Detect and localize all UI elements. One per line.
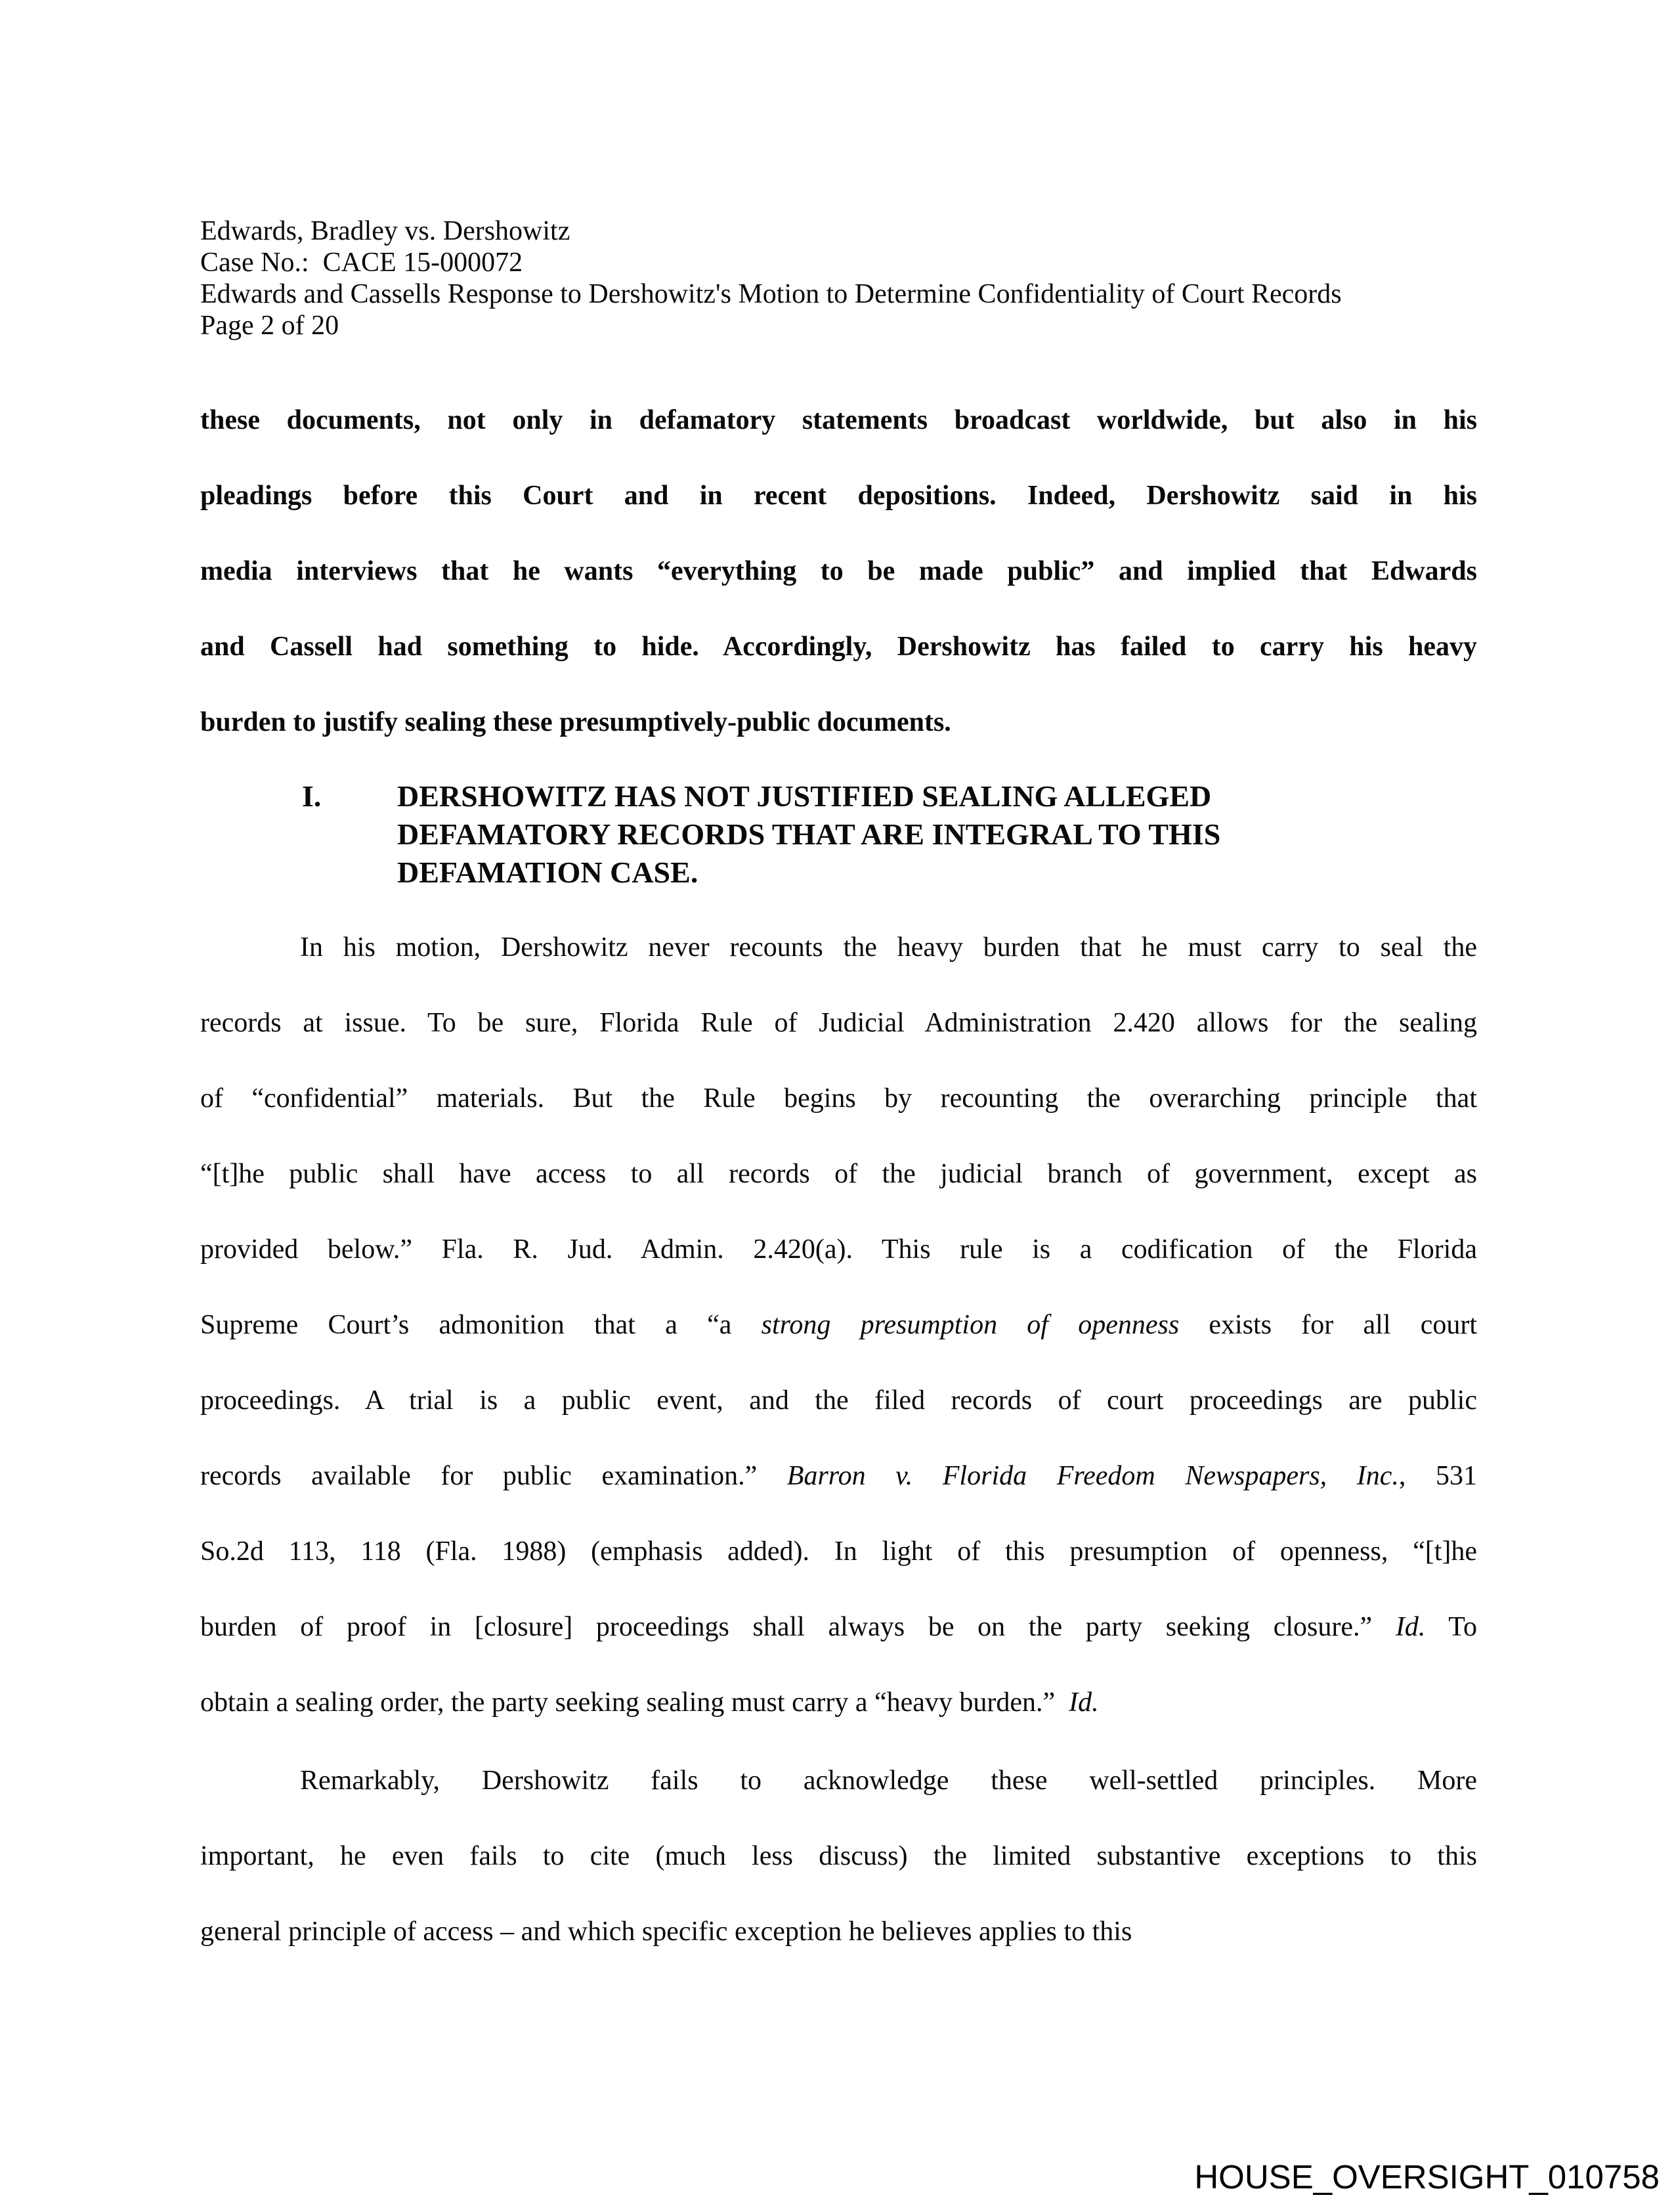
page-number-line: Page 2 of 20 xyxy=(200,311,339,341)
text-line: In his motion, Dershowitz never recounts the heavy burden that he must carry to seal the xyxy=(300,932,1477,963)
case-name-line: Edwards, Bradley vs. Dershowitz xyxy=(200,216,570,246)
italic-citation: Id. xyxy=(1069,1687,1099,1718)
text-line: and Cassell had something to hide. Accordingly, Dershowitz has failed to carry his heavy xyxy=(200,632,1477,662)
section-heading-text xyxy=(397,777,1418,892)
heading-line: DEFAMATORY RECORDS THAT ARE INTEGRAL TO THIS xyxy=(397,817,1221,851)
text-line: Supreme Court’s admonition that a “a strong presumption of openness exists for all court xyxy=(200,1310,1478,1340)
text-line: records at issue. To be sure, Florida Rule of Judicial Administration 2.420 allows for the sealing xyxy=(200,1008,1477,1038)
text-line: “[t]he public shall have access to all records of the judicial branch of government, except as xyxy=(200,1159,1477,1189)
paragraph-argument xyxy=(200,1762,1477,1989)
section-heading xyxy=(302,777,1418,892)
case-caption xyxy=(200,215,1612,341)
text-line: records available for public examination.” Barron v. Florida Freedom Newspapers, Inc., 531 xyxy=(200,1461,1477,1491)
italic-citation: Barron v. Florida Freedom Newspapers, Inc. xyxy=(786,1461,1399,1491)
text-line: Remarkably, Dershowitz fails to acknowledge these well-settled principles. More xyxy=(300,1766,1477,1796)
text-line: burden of proof in [closure] proceedings shall always be on the party seeking closure.” Id. To xyxy=(200,1612,1478,1642)
text-line: pleadings before this Court and in recent depositions. Indeed, Dershowitz said in his xyxy=(200,481,1477,511)
document-title-line: Edwards and Cassells Response to Dershowitz's Motion to Determine Confidentiality of Court Records xyxy=(200,279,1342,309)
text-line: of “confidential” materials. But the Rule begins by recounting the overarching principle that xyxy=(200,1083,1477,1114)
italic-citation: Id. xyxy=(1395,1612,1426,1642)
case-number-line: Case No.: CACE 15-000072 xyxy=(200,248,523,278)
text-line: burden to justify sealing these presumptively-public documents. xyxy=(200,707,951,737)
italic-citation: strong presumption of openness xyxy=(761,1310,1180,1340)
paragraph-argument xyxy=(200,929,1477,1760)
text-line: media interviews that he wants “everything to be made public” and implied that Edwards xyxy=(200,556,1477,586)
text-line: provided below.” Fla. R. Jud. Admin. 2.420(a). This rule is a codification of the Florida xyxy=(200,1234,1477,1265)
text-line: proceedings. A trial is a public event, and the filed records of court proceedings are public xyxy=(200,1385,1477,1416)
text-line: general principle of access – and which specific exception he believes applies to this xyxy=(200,1917,1132,1947)
text-line: obtain a sealing order, the party seeking sealing must carry a “heavy burden.” Id. xyxy=(200,1687,1099,1718)
text-line: important, he even fails to cite (much less discuss) the limited substantive exceptions to this xyxy=(200,1841,1477,1871)
heading-line: DEFAMATION CASE. xyxy=(397,856,698,889)
text-line: So.2d 113, 118 (Fla. 1988) (emphasis added). In light of this presumption of openness, “[t]he xyxy=(200,1536,1477,1567)
paragraph-continuation xyxy=(200,402,1477,779)
bates-number: HOUSE_OVERSIGHT_010758 xyxy=(1194,2158,1660,2196)
heading-line: DERSHOWITZ HAS NOT JUSTIFIED SEALING ALLEGED xyxy=(397,779,1212,813)
section-number: I. xyxy=(302,779,322,813)
text-line: these documents, not only in defamatory statements broadcast worldwide, but also in his xyxy=(200,405,1477,435)
